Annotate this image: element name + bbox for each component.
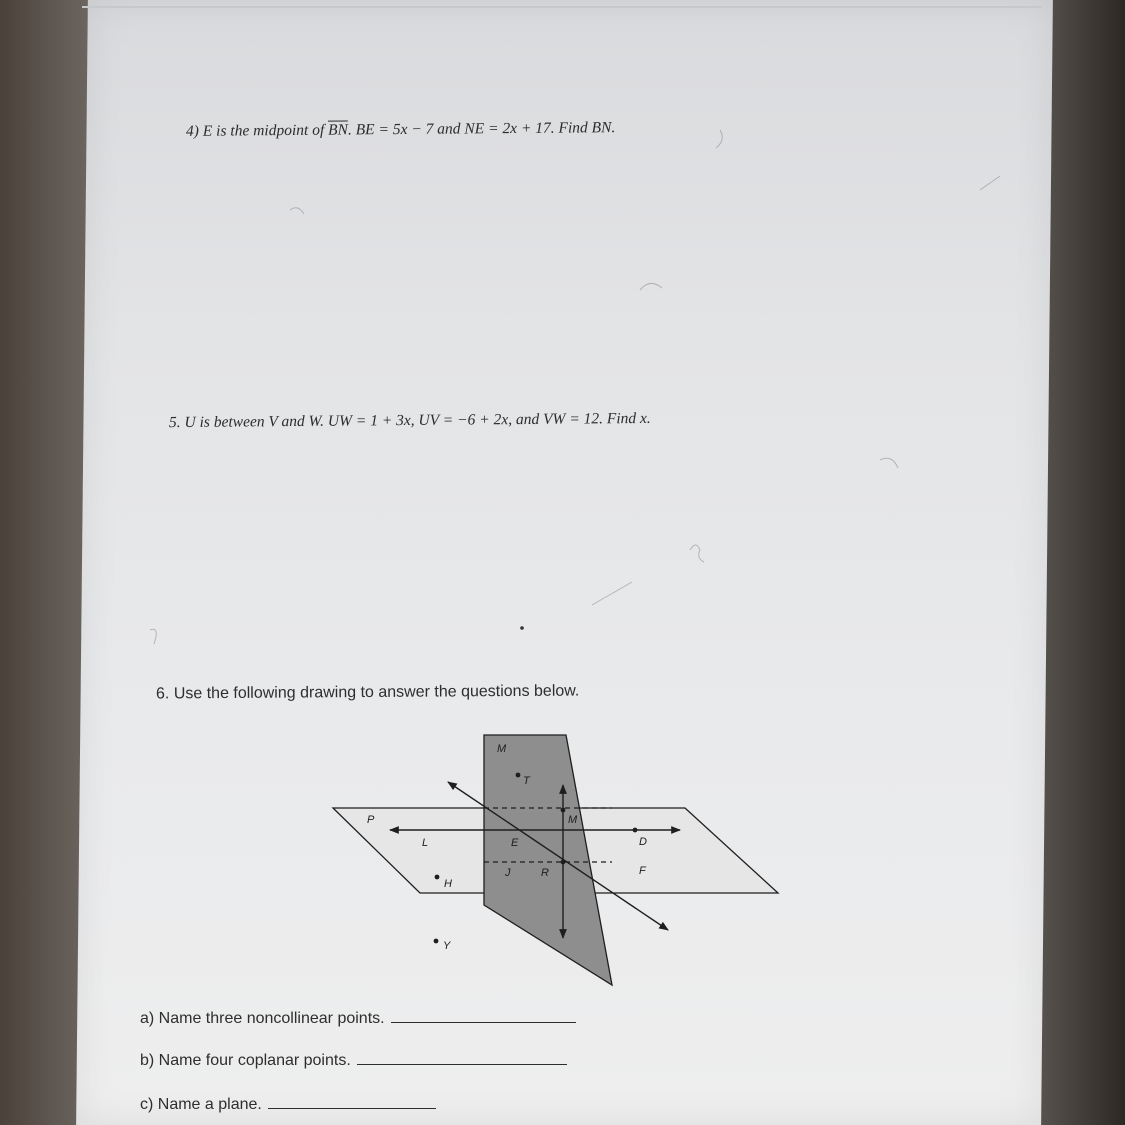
- point-y: [434, 939, 439, 944]
- label-j: J: [505, 867, 511, 879]
- question-6b-text: b) Name four coplanar points.: [140, 1052, 351, 1069]
- point-h: [435, 875, 440, 880]
- question-6a-text: a) Name three noncollinear points.: [140, 1010, 385, 1027]
- label-plane-p: P: [367, 814, 375, 826]
- label-d: D: [639, 836, 647, 848]
- question-6b: [140, 1052, 567, 1070]
- desk-left: [0, 0, 90, 1125]
- question-4-text-a: E is the midpoint of: [202, 121, 329, 140]
- question-6c: [140, 1096, 436, 1114]
- question-6c-text: c) Name a plane.: [140, 1096, 262, 1113]
- label-plane-m: M: [497, 743, 507, 755]
- label-t: T: [523, 775, 530, 787]
- label-h: H: [444, 878, 452, 890]
- label-e: E: [511, 837, 519, 849]
- label-l: L: [422, 837, 429, 849]
- question-4-number: 4): [185, 122, 203, 140]
- question-6: 6. Use the following drawing to answer the questions below.: [155, 682, 580, 703]
- label-y: Y: [443, 940, 451, 952]
- answer-line-a[interactable]: [391, 1021, 576, 1023]
- point-d: [633, 828, 638, 833]
- question-4-text-b: . BE = 5x − 7 and NE = 2x + 17. Find BN.: [347, 119, 616, 139]
- label-r: R: [541, 867, 549, 879]
- planes-diagram: [320, 728, 800, 988]
- question-6a: [140, 1010, 576, 1028]
- label-f: F: [639, 865, 646, 877]
- point-r: [561, 860, 566, 865]
- question-5: 5. U is between V and W. UW = 1 + 3x, UV = −6 + 2x, and VW = 12. Find x.: [168, 409, 651, 432]
- label-m: M: [568, 814, 578, 826]
- point-t: [516, 773, 521, 778]
- page-top-edge: [82, 6, 1042, 8]
- segment-bn: $\overline{BN}$: [328, 121, 348, 139]
- question-4: [186, 119, 615, 141]
- answer-line-c[interactable]: [268, 1107, 436, 1109]
- answer-line-b[interactable]: [357, 1063, 567, 1065]
- point-m: [561, 808, 566, 813]
